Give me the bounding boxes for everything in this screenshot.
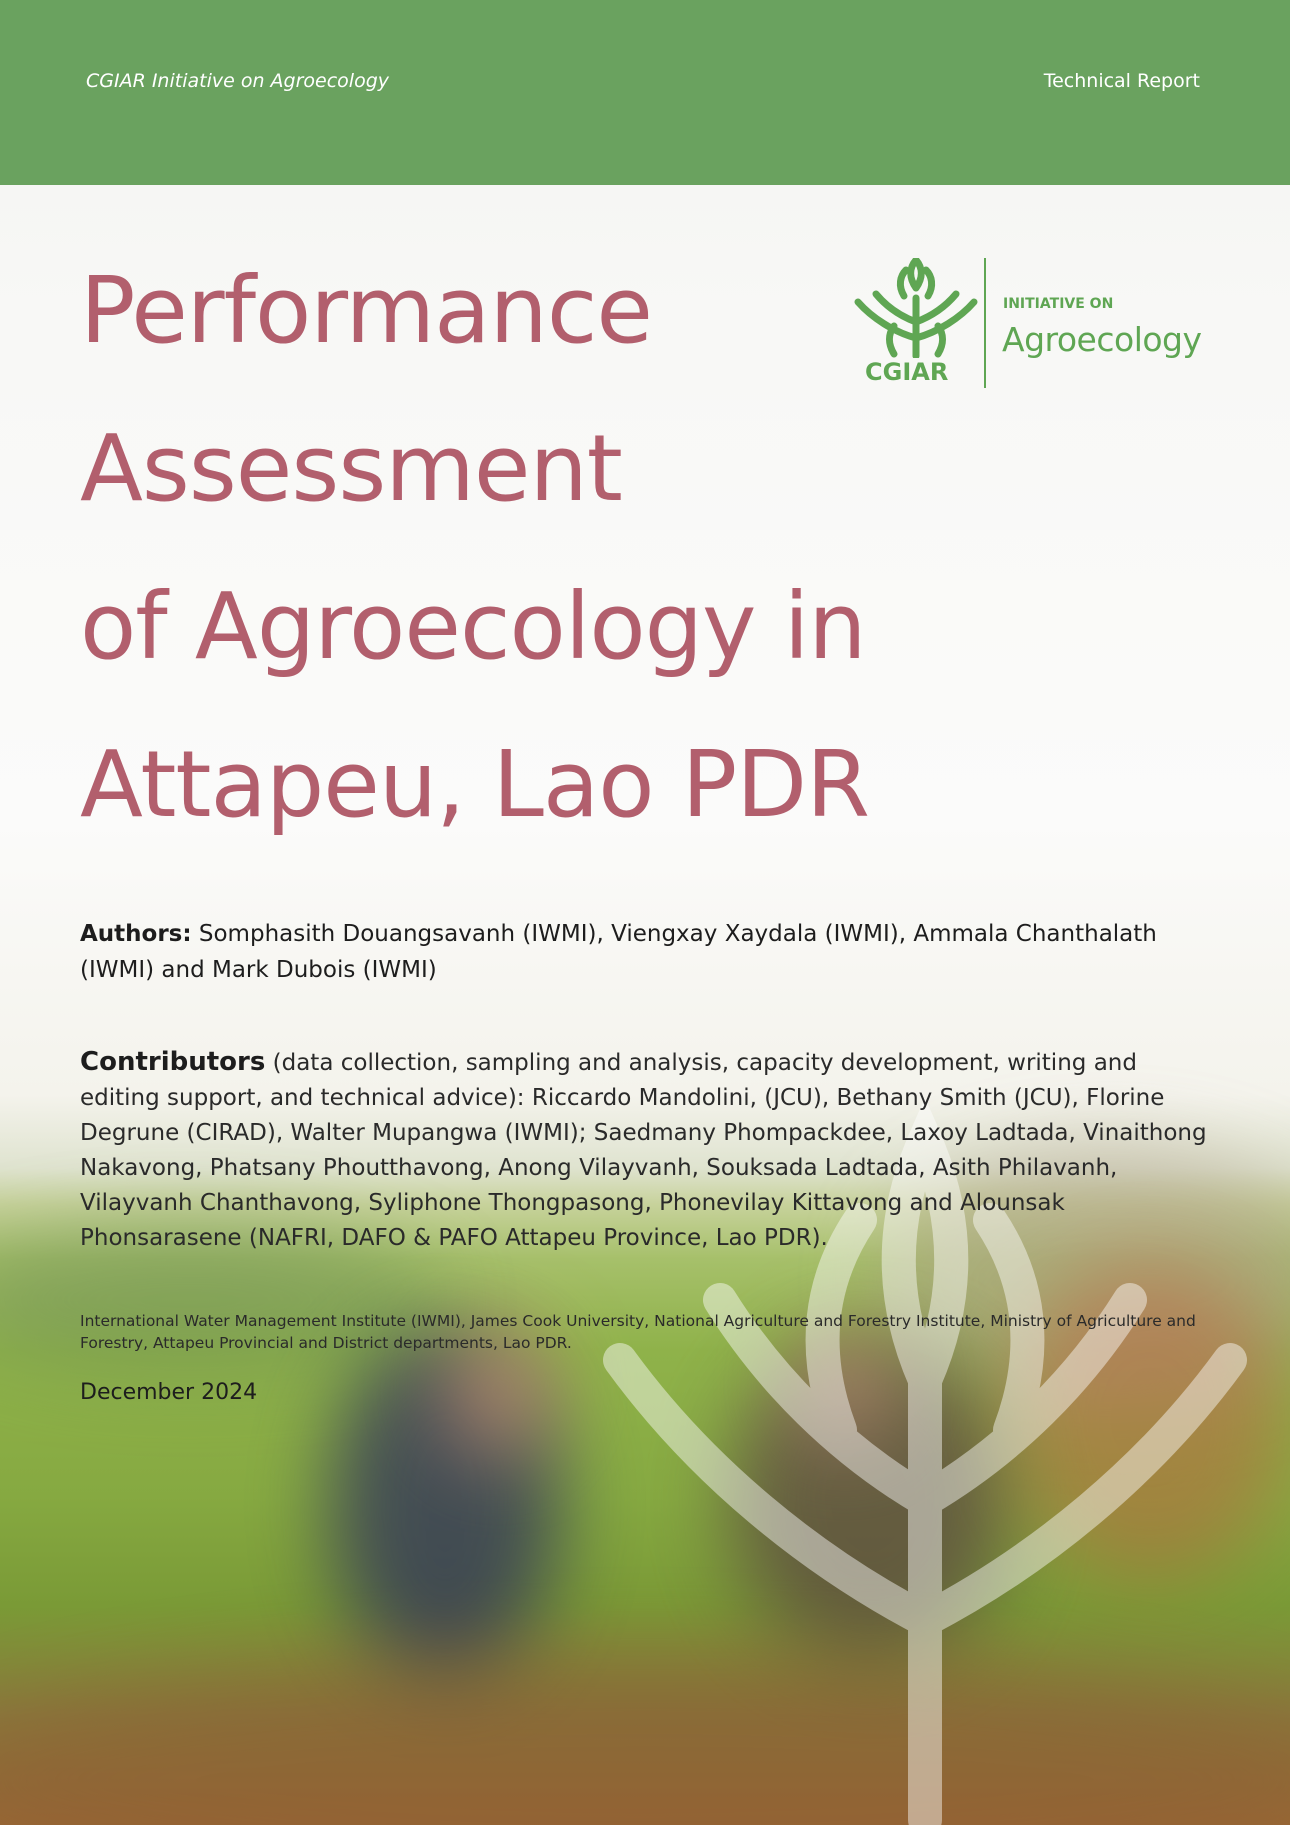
title-line: of Agroecology in bbox=[80, 573, 866, 680]
report-title bbox=[80, 232, 870, 864]
title-line: Assessment bbox=[80, 415, 622, 522]
publication-date: December 2024 bbox=[80, 1380, 258, 1405]
logo-divider bbox=[984, 258, 986, 388]
report-type: Technical Report bbox=[1043, 70, 1200, 92]
initiative-label: INITIATIVE ON bbox=[1003, 296, 1114, 312]
initiative-name: CGIAR Initiative on Agroecology bbox=[86, 70, 389, 92]
authors-label: Authors: bbox=[80, 921, 192, 947]
contributors-list: (data collection, sampling and analysis, capacity development, writing and editing support, and technical advice): Riccardo Mandolini, (JCU), Bethany Smith (JCU), Florine Degrune (CIRAD), Walter Mupangwa (IWMI); Saedmany Phompackdee, Laxoy Ladtada, Vinaithong Nakavong, Phatsany Phoutthavong, Anong Vilayvanh, Souksada Ladtada, Asith Philavanh, Vilayvanh Chanthavong, Syliphone Thongpasong, Phonevilay Kittavong and Alounsak Phonsarasene (NAFRI, DAFO & PAFO Attapeu Province, Lao PDR). bbox=[80, 1050, 1207, 1251]
cgiar-agroecology-logo bbox=[850, 258, 1230, 393]
institutions-note: International Water Management Institute (IWMI), James Cook University, National Agriculture and Forestry Institute, Ministry of Agriculture and Forestry, Attapeu Provincial and District departments, Lao PDR. bbox=[80, 1312, 1196, 1352]
top-banner bbox=[0, 0, 1290, 185]
cgiar-wheat-logo-icon bbox=[854, 258, 979, 358]
cgiar-wordmark: CGIAR bbox=[865, 358, 949, 386]
authors-list: Somphasith Douangsavanh (IWMI), Viengxay Xaydala (IWMI), Ammala Chanthalath (IWMI) and Mark Dubois (IWMI) bbox=[80, 921, 1157, 983]
authors-block bbox=[80, 916, 1210, 988]
initiative-title: Agroecology bbox=[1002, 320, 1202, 359]
contributors-label: Contributors bbox=[80, 1047, 266, 1077]
title-line: Attapeu, Lao PDR bbox=[80, 731, 870, 838]
contributors-block bbox=[80, 1045, 1220, 1256]
title-line: Performance bbox=[80, 257, 652, 364]
